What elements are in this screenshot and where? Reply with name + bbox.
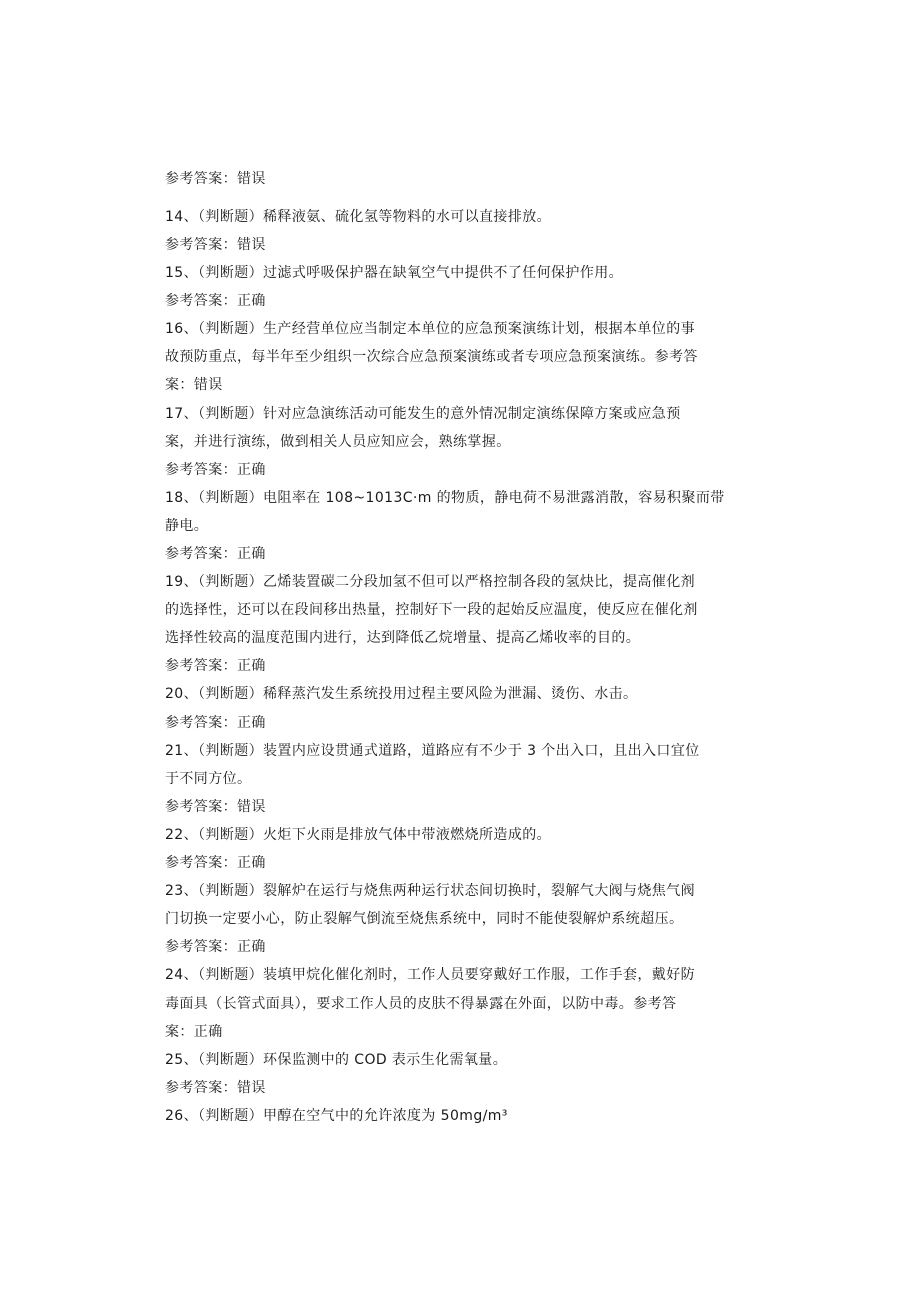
question-25: 25、（判断题）环保监测中的 COD 表示生化需氧量。	[165, 1052, 508, 1068]
question-20: 20、（判断题）稀释蒸汽发生系统投用过程主要风险为泄漏、烫伤、水击。	[165, 686, 638, 702]
answer-line-15: 参考答案：正确	[165, 293, 266, 309]
answer-line-14: 参考答案：错误	[165, 237, 266, 253]
answer-line-23: 参考答案：正确	[165, 939, 266, 955]
question-26: 26、（判断题）甲醇在空气中的允许浓度为 50mg∕m³	[165, 1108, 508, 1124]
question-21-line-1: 21、（判断题）装置内应设贯通式道路，道路应有不少于 3 个出入口，且出入口宜位	[165, 743, 700, 759]
question-16-line-1: 16、（判断题）生产经营单位应当制定本单位的应急预案演练计划，根据本单位的事	[165, 321, 696, 337]
question-19-line-1: 19、（判断题）乙烯装置碳二分段加氢不但可以严格控制各段的氢炔比，提高催化剂	[165, 574, 696, 590]
question-19-line-2: 的选择性，还可以在段间移出热量，控制好下一段的起始反应温度，使反应在催化剂	[165, 602, 698, 618]
question-19-line-3: 选择性较高的温度范围内进行，达到降低乙烷增量、提高乙烯收率的目的。	[165, 630, 641, 646]
answer-line-17: 参考答案：正确	[165, 462, 266, 478]
answer-line-25: 参考答案：错误	[165, 1080, 266, 1096]
question-23-line-1: 23、（判断题）裂解炉在运行与烧焦两种运行状态间切换时，裂解气大阀与烧焦气阀	[165, 883, 696, 899]
answer-line-20: 参考答案：正确	[165, 715, 266, 731]
question-23-line-2: 门切换一定要小心，防止裂解气倒流至烧焦系统中，同时不能使裂解炉系统超压。	[165, 911, 684, 927]
question-17-line-2: 案，并进行演练，做到相关人员应知应会，熟练掌握。	[165, 434, 511, 450]
question-24-line-2: 毒面具（长管式面具），要求工作人员的皮肤不得暴露在外面，以防中毒。参考答	[165, 996, 677, 1012]
question-22: 22、（判断题）火炬下火雨是排放气体中带液燃烧所造成的。	[165, 827, 552, 843]
question-16-line-3: 案：错误	[165, 377, 223, 393]
question-17-line-1: 17、（判断题）针对应急演练活动可能发生的意外情况制定演练保障方案或应急预	[165, 406, 681, 422]
question-18-line-1: 18、（判断题）电阻率在 108~1013C·m 的物质，静电荷不易泄露消散，容易积聚而带	[165, 490, 725, 506]
answer-line-19: 参考答案：正确	[165, 658, 266, 674]
question-16-line-2: 故预防重点，每半年至少组织一次综合应急预案演练或者专项应急预案演练。参考答	[165, 349, 698, 365]
answer-line-13: 参考答案：错误	[165, 171, 266, 187]
question-21-line-2: 于不同方位。	[165, 771, 252, 787]
question-15: 15、（判断题）过滤式呼吸保护器在缺氧空气中提供不了任何保护作用。	[165, 265, 624, 281]
answer-line-18: 参考答案：正确	[165, 546, 266, 562]
question-24-line-1: 24、（判断题）装填甲烷化催化剂时，工作人员要穿戴好工作服，工作手套，戴好防	[165, 967, 696, 983]
question-14: 14、（判断题）稀释液氨、硫化氢等物料的水可以直接排放。	[165, 209, 552, 225]
answer-line-22: 参考答案：正确	[165, 855, 266, 871]
question-24-line-3: 案：正确	[165, 1024, 223, 1040]
answer-line-21: 参考答案：错误	[165, 799, 266, 815]
question-18-line-2: 静电。	[165, 518, 209, 534]
